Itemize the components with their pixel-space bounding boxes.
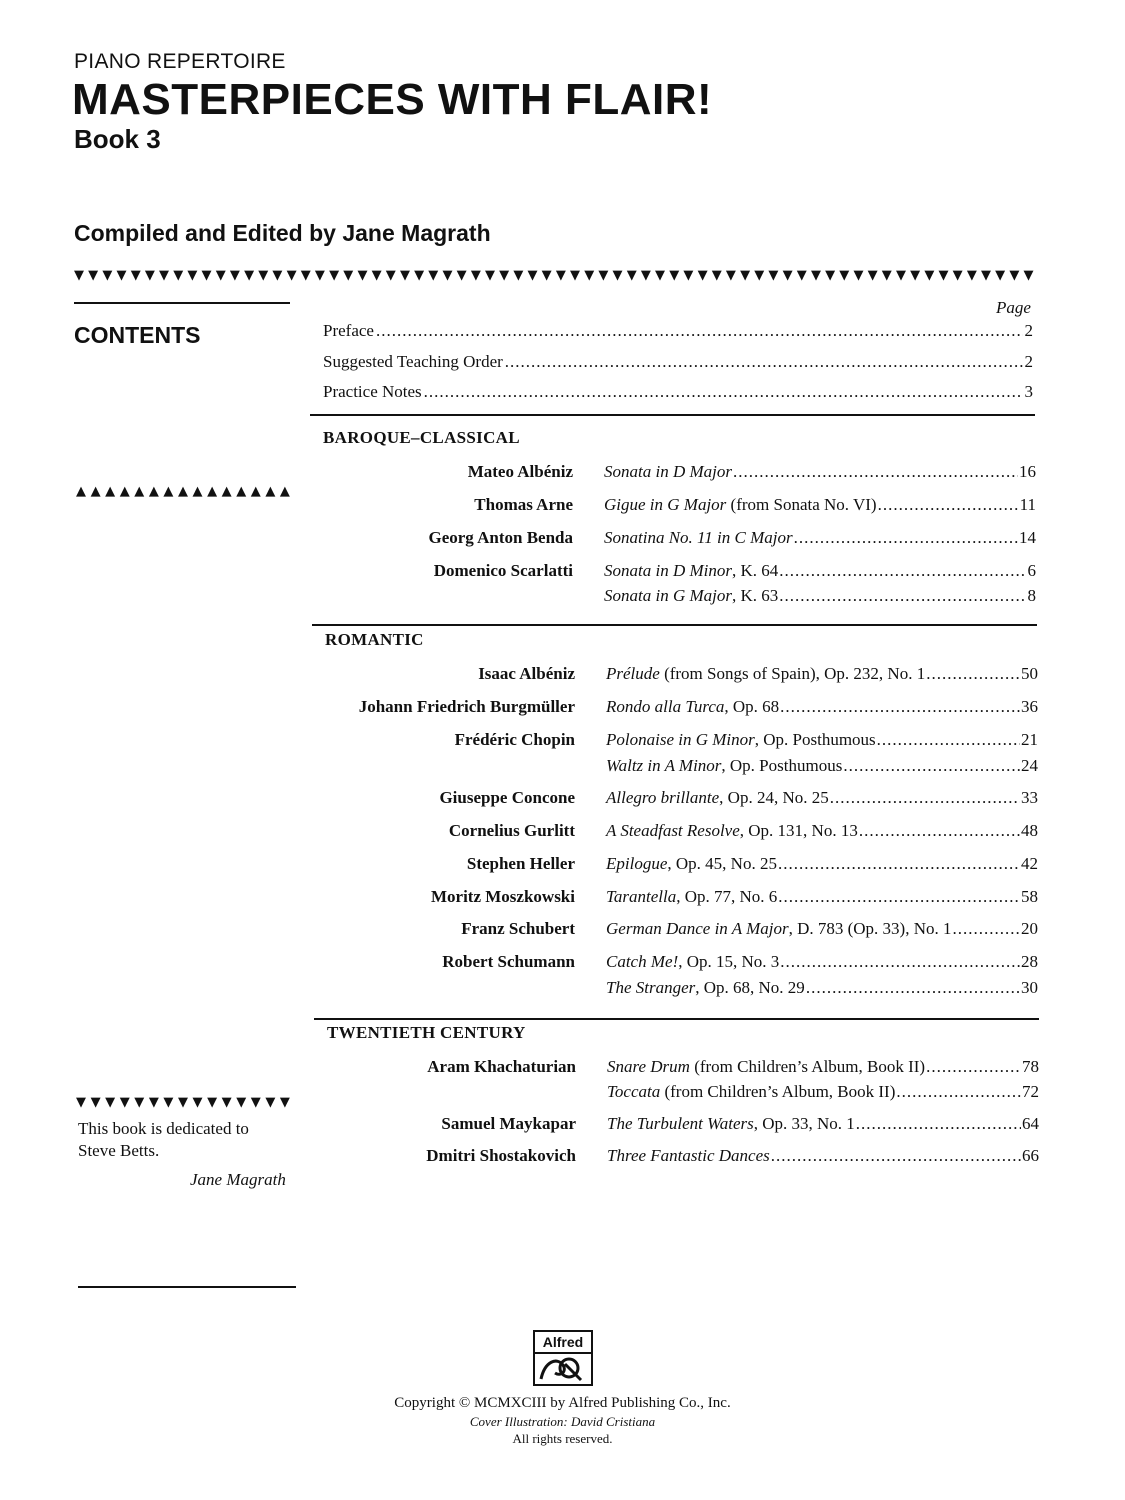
composer-name: Isaac Albéniz (478, 664, 575, 683)
compiled-by: Compiled and Edited by Jane Magrath (74, 220, 491, 246)
toc-page-number: 50 (1021, 664, 1038, 683)
triangle-border-top (74, 268, 1034, 286)
piece-title (607, 1057, 925, 1077)
triangle-ornament: ▼ (995, 268, 1006, 283)
piece-title (604, 462, 732, 482)
piece-title-italic: Toccata (607, 1082, 661, 1101)
composer-name: Johann Friedrich Burgmüller (358, 697, 575, 716)
triangle-ornament: ▼ (159, 268, 170, 283)
triangle-ornament: ▼ (584, 268, 595, 283)
piece-title (606, 887, 777, 907)
triangle-ornament: ▼ (669, 268, 680, 283)
piece-title-italic: Polonaise in G Minor (606, 730, 755, 749)
toc-page-number: 42 (1021, 854, 1038, 873)
dot-leader (926, 664, 1020, 684)
piece-title-italic: Tarantella (606, 887, 677, 906)
triangle-ornament: ▼ (853, 268, 864, 283)
piece-title-italic: Sonata in G Major (604, 586, 732, 605)
dot-leader (771, 1146, 1021, 1166)
piece-title-detail: , Op. 77, No. 6 (676, 887, 778, 906)
piece-entry (606, 952, 1038, 972)
composer-name: Stephen Heller (466, 854, 575, 873)
triangle-ornament: ▼ (236, 1095, 247, 1110)
toc-page-number: 48 (1021, 821, 1038, 840)
triangle-ornament: ▼ (456, 268, 467, 283)
piece-entry (604, 586, 1036, 606)
triangle-ornament: ▼ (1009, 268, 1020, 283)
toc-page-number: 64 (1022, 1114, 1039, 1133)
dot-leader (806, 978, 1020, 998)
dot-leader (877, 730, 1020, 750)
triangle-ornament: ▼ (385, 268, 396, 283)
triangle-ornament: ▼ (279, 1095, 290, 1110)
triangle-ornament: ▼ (810, 268, 821, 283)
triangle-ornament: ▼ (782, 268, 793, 283)
composer-name: Thomas Arne (474, 495, 573, 514)
dedication-line: Steve Betts. (78, 1141, 160, 1160)
triangle-ornament: ▲ (221, 484, 232, 499)
triangle-ornament: ▼ (130, 268, 141, 283)
piece-title-italic: Waltz in A Minor (606, 756, 722, 775)
piece-title-italic: Three Fantastic Dances (607, 1146, 770, 1165)
triangle-ornament: ▼ (527, 268, 538, 283)
piece-entry (606, 664, 1038, 684)
triangle-ornament: ▼ (116, 268, 127, 283)
triangle-ornament: ▲ (192, 484, 203, 499)
piece-title (607, 1146, 770, 1166)
dedication-signature: Jane Magrath (190, 1170, 286, 1189)
triangle-ornament: ▼ (598, 268, 609, 283)
piece-title (604, 586, 778, 606)
triangle-ornament: ▼ (981, 268, 991, 283)
triangle-ornament: ▼ (343, 268, 354, 283)
triangle-ornament: ▼ (754, 268, 765, 283)
dot-leader (856, 1114, 1021, 1134)
piece-title (604, 495, 877, 515)
triangle-ornament: ▲ (90, 484, 101, 499)
triangle-ornament: ▼ (910, 268, 921, 283)
toc-page-number: 30 (1021, 978, 1038, 997)
left-rule-bottom (78, 1286, 296, 1288)
toc-page-number: 2 (1024, 321, 1033, 340)
piece-entry (606, 756, 1038, 776)
triangle-ornament: ▼ (192, 1095, 203, 1110)
dot-leader (376, 321, 1023, 341)
triangle-ornament: ▲ (119, 484, 130, 499)
book-title: MASTERPIECES WITH FLAIR! (72, 75, 713, 124)
triangle-ornament: ▲ (279, 484, 290, 499)
triangle-ornament: ▼ (177, 1095, 188, 1110)
triangle-ornament: ▲ (134, 484, 145, 499)
triangle-border-dedication (76, 1095, 290, 1113)
triangle-ornament: ▼ (74, 268, 84, 283)
triangle-border-left (76, 484, 290, 502)
triangle-ornament: ▼ (839, 268, 850, 283)
piece-title (606, 978, 805, 998)
triangle-ornament: ▼ (371, 268, 382, 283)
piece-title-italic: Catch Me! (606, 952, 679, 971)
triangle-ornament: ▼ (796, 268, 807, 283)
piece-entry (607, 1146, 1039, 1166)
toc-page-number: 11 (1019, 495, 1036, 514)
toc-front-matter-row (323, 382, 1033, 402)
triangle-ornament: ▼ (768, 268, 779, 283)
composer-name: Cornelius Gurlitt (448, 821, 575, 840)
piece-title-italic: Snare Drum (607, 1057, 690, 1076)
toc-page-number: 14 (1019, 528, 1036, 547)
alfred-logo-text: Alfred (535, 1332, 591, 1354)
toc-page-number: 8 (1027, 586, 1036, 605)
triangle-ornament: ▼ (697, 268, 708, 283)
piece-title (606, 919, 951, 939)
alfred-logo-icon (535, 1353, 591, 1383)
triangle-ornament: ▼ (924, 268, 935, 283)
triangle-ornament: ▼ (640, 268, 651, 283)
piece-title-italic: Sonatina No. 11 in C Major (604, 528, 793, 547)
triangle-ornament: ▼ (148, 1095, 159, 1110)
toc-page-number: 33 (1021, 788, 1038, 807)
triangle-ornament: ▼ (357, 268, 368, 283)
piece-title-detail: , Op. 45, No. 25 (667, 854, 777, 873)
left-rule-top (74, 302, 290, 304)
triangle-ornament: ▼ (938, 268, 949, 283)
piece-title-italic: The Stranger (606, 978, 696, 997)
piece-title-italic: Sonata in D Minor (604, 561, 732, 580)
composer-name: Robert Schumann (442, 952, 575, 971)
triangle-ornament: ▼ (207, 1095, 218, 1110)
toc-page-number: 6 (1027, 561, 1036, 580)
triangle-ornament: ▲ (105, 484, 116, 499)
toc-page-number: 16 (1019, 462, 1036, 481)
toc-page-number: 66 (1022, 1146, 1039, 1165)
triangle-ornament: ▼ (555, 268, 566, 283)
triangle-ornament: ▼ (329, 268, 340, 283)
triangle-ornament: ▼ (541, 268, 552, 283)
piece-title-detail: (from Children’s Album, Book II) (660, 1082, 896, 1101)
triangle-ornament: ▼ (201, 268, 212, 283)
toc-entry-title: Preface (323, 321, 374, 340)
toc-page-number: 24 (1021, 756, 1038, 775)
triangle-ornament: ▼ (612, 268, 623, 283)
triangle-ornament: ▼ (187, 268, 198, 283)
triangle-ornament: ▼ (655, 268, 666, 283)
piece-entry (607, 1082, 1039, 1102)
copyright-notice: Copyright © MCMXCIII by Alfred Publishing Co., Inc. (394, 1395, 731, 1411)
toc-page-number: 3 (1024, 382, 1033, 401)
piece-title-detail: (from Sonata No. VI) (726, 495, 877, 514)
triangle-ornament: ▼ (683, 268, 694, 283)
composer-name: Georg Anton Benda (428, 528, 573, 547)
triangle-ornament: ▲ (177, 484, 188, 499)
dot-leader (779, 561, 1026, 581)
triangle-ornament: ▼ (484, 268, 495, 283)
triangle-ornament: ▼ (399, 268, 410, 283)
toc-page-number: 36 (1021, 697, 1038, 716)
piece-title-italic: Prélude (606, 664, 660, 683)
piece-title-detail: , Op. 68 (724, 697, 780, 716)
triangle-ornament: ▼ (499, 268, 510, 283)
alfred-logo (533, 1330, 593, 1386)
toc-front-matter-row (323, 321, 1033, 341)
triangle-ornament: ▼ (314, 268, 325, 283)
piece-title-detail: , Op. 131, No. 13 (739, 821, 858, 840)
triangle-ornament: ▼ (215, 268, 226, 283)
piece-title (607, 1114, 855, 1134)
dot-leader (505, 352, 1023, 372)
triangle-ornament: ▼ (626, 268, 637, 283)
piece-title-italic: Sonata in D Major (604, 462, 732, 481)
page-column-label: Page (996, 298, 1031, 317)
composer-name: Frédéric Chopin (454, 730, 575, 749)
triangle-ornament: ▲ (148, 484, 159, 499)
dot-leader (794, 528, 1018, 548)
piece-title (606, 854, 777, 874)
toc-page-number: 21 (1021, 730, 1038, 749)
triangle-ornament: ▼ (470, 268, 481, 283)
dot-leader (424, 382, 1023, 402)
triangle-ornament: ▼ (102, 268, 113, 283)
piece-entry (607, 1114, 1039, 1134)
composer-name: Franz Schubert (461, 919, 575, 938)
piece-title-detail: , Op. Posthumous (721, 756, 843, 775)
piece-title-italic: German Dance in A Major (606, 919, 789, 938)
triangle-ornament: ▼ (513, 268, 524, 283)
composer-name: Mateo Albéniz (467, 462, 573, 481)
triangle-ornament: ▼ (229, 268, 240, 283)
piece-entry (606, 978, 1038, 998)
triangle-ornament: ▼ (144, 268, 155, 283)
dot-leader (878, 495, 1019, 515)
piece-title-italic: Gigue in G Major (604, 495, 727, 514)
triangle-ornament: ▼ (825, 268, 836, 283)
piece-title (604, 528, 793, 548)
dot-leader (896, 1082, 1021, 1102)
dot-leader (779, 586, 1026, 606)
cover-illustration-credit: Cover Illustration: David Cristiana (469, 1414, 656, 1429)
composer-name: Aram Khachaturian (427, 1057, 576, 1076)
triangle-ornament: ▼ (88, 268, 99, 283)
toc-page-number: 28 (1021, 952, 1038, 971)
triangle-ornament: ▼ (286, 268, 297, 283)
composer-name: Domenico Scarlatti (433, 561, 573, 580)
dot-leader (778, 887, 1020, 907)
piece-entry (606, 697, 1038, 717)
section-divider (314, 1018, 1039, 1020)
triangle-ornament: ▼ (258, 268, 269, 283)
series-label: PIANO REPERTOIRE (74, 50, 286, 73)
toc-entry-title: Practice Notes (323, 382, 422, 401)
triangle-ornament: ▼ (881, 268, 892, 283)
piece-entry (606, 788, 1038, 808)
triangle-ornament: ▼ (119, 1095, 130, 1110)
triangle-ornament: ▼ (134, 1095, 145, 1110)
dot-leader (830, 788, 1020, 808)
triangle-ornament: ▼ (895, 268, 906, 283)
dedication-line: This book is dedicated to (78, 1119, 249, 1138)
triangle-ornament: ▼ (250, 1095, 261, 1110)
piece-title-italic: Epilogue (606, 854, 668, 873)
piece-entry (606, 730, 1038, 750)
dot-leader (733, 462, 1018, 482)
triangle-ornament: ▼ (272, 268, 283, 283)
dot-leader (843, 756, 1020, 776)
composer-name: Dmitri Shostakovich (426, 1146, 576, 1165)
piece-title (606, 730, 876, 750)
dot-leader (952, 919, 1020, 939)
piece-title (606, 952, 779, 972)
dot-leader (780, 697, 1020, 717)
composer-name: Moritz Moszkowski (430, 887, 575, 906)
triangle-ornament: ▼ (1023, 268, 1034, 283)
piece-entry (606, 821, 1038, 841)
triangle-ornament: ▼ (221, 1095, 232, 1110)
toc-entry-title: Suggested Teaching Order (323, 352, 503, 371)
triangle-ornament: ▼ (414, 268, 425, 283)
toc-page-number: 78 (1022, 1057, 1039, 1076)
section-heading: BAROQUE–CLASSICAL (323, 428, 520, 447)
piece-entry (606, 887, 1038, 907)
triangle-ornament: ▼ (725, 268, 736, 283)
triangle-ornament: ▼ (867, 268, 878, 283)
triangle-ornament: ▼ (300, 268, 311, 283)
piece-title (606, 756, 842, 776)
section-divider (312, 624, 1037, 626)
triangle-ornament: ▲ (207, 484, 218, 499)
book-number: Book 3 (74, 124, 161, 154)
piece-title (606, 788, 829, 808)
triangle-ornament: ▼ (711, 268, 722, 283)
piece-entry (604, 462, 1036, 482)
piece-entry (607, 1057, 1039, 1077)
piece-entry (604, 561, 1036, 581)
piece-title-detail: , Op. 24, No. 25 (719, 788, 829, 807)
piece-title-italic: A Steadfast Resolve (606, 821, 740, 840)
triangle-ornament: ▼ (265, 1095, 276, 1110)
piece-title-detail: , Op. 15, No. 3 (678, 952, 780, 971)
piece-title-detail: , K. 64 (731, 561, 779, 580)
piece-entry (604, 528, 1036, 548)
triangle-ornament: ▼ (90, 1095, 101, 1110)
section-divider (310, 414, 1035, 416)
piece-entry (604, 495, 1036, 515)
piece-title-italic: The Turbulent Waters (607, 1114, 754, 1133)
triangle-ornament: ▼ (442, 268, 453, 283)
piece-entry (606, 919, 1038, 939)
triangle-ornament: ▼ (244, 268, 255, 283)
piece-title-detail: (from Children’s Album, Book II) (689, 1057, 926, 1076)
section-heading: ROMANTIC (325, 630, 424, 649)
dedication-text (78, 1118, 298, 1162)
dot-leader (780, 952, 1020, 972)
section-heading: TWENTIETH CENTURY (327, 1023, 526, 1042)
triangle-ornament: ▼ (740, 268, 751, 283)
composer-name: Samuel Maykapar (441, 1114, 576, 1133)
piece-title (604, 561, 778, 581)
toc-page-number: 20 (1021, 919, 1038, 938)
piece-title-detail: , K. 63 (731, 586, 779, 605)
composer-name: Giuseppe Concone (439, 788, 575, 807)
piece-title (606, 697, 779, 717)
triangle-ornament: ▼ (966, 268, 977, 283)
piece-title-detail: , Op. 68, No. 29 (695, 978, 805, 997)
toc-page-number: 58 (1021, 887, 1038, 906)
triangle-ornament: ▲ (163, 484, 174, 499)
triangle-ornament: ▲ (265, 484, 276, 499)
dot-leader (859, 821, 1020, 841)
piece-title-italic: Rondo alla Turca (606, 697, 725, 716)
contents-heading: CONTENTS (74, 322, 201, 348)
triangle-ornament: ▼ (163, 1095, 174, 1110)
triangle-ornament: ▲ (236, 484, 247, 499)
piece-title-detail: , D. 783 (Op. 33), No. 1 (788, 919, 952, 938)
triangle-ornament: ▲ (76, 484, 86, 499)
piece-title (606, 821, 858, 841)
triangle-ornament: ▲ (250, 484, 261, 499)
piece-title-detail: (from Songs of Spain), Op. 232, No. 1 (659, 664, 926, 683)
piece-title (606, 664, 925, 684)
piece-title-italic: Allegro brillante (606, 788, 720, 807)
rights-notice: All rights reserved. (512, 1431, 613, 1446)
piece-title-detail: , Op. Posthumous (754, 730, 876, 749)
piece-entry (606, 854, 1038, 874)
dot-leader (778, 854, 1020, 874)
piece-title (607, 1082, 895, 1102)
dot-leader (926, 1057, 1021, 1077)
toc-page-number: 2 (1024, 352, 1033, 371)
triangle-ornament: ▼ (570, 268, 581, 283)
toc-front-matter-row (323, 352, 1033, 372)
triangle-ornament: ▼ (105, 1095, 116, 1110)
triangle-ornament: ▼ (428, 268, 439, 283)
toc-page-number: 72 (1022, 1082, 1039, 1101)
triangle-ornament: ▼ (952, 268, 963, 283)
triangle-ornament: ▼ (76, 1095, 86, 1110)
triangle-ornament: ▼ (173, 268, 184, 283)
piece-title-detail: , Op. 33, No. 1 (753, 1114, 855, 1133)
